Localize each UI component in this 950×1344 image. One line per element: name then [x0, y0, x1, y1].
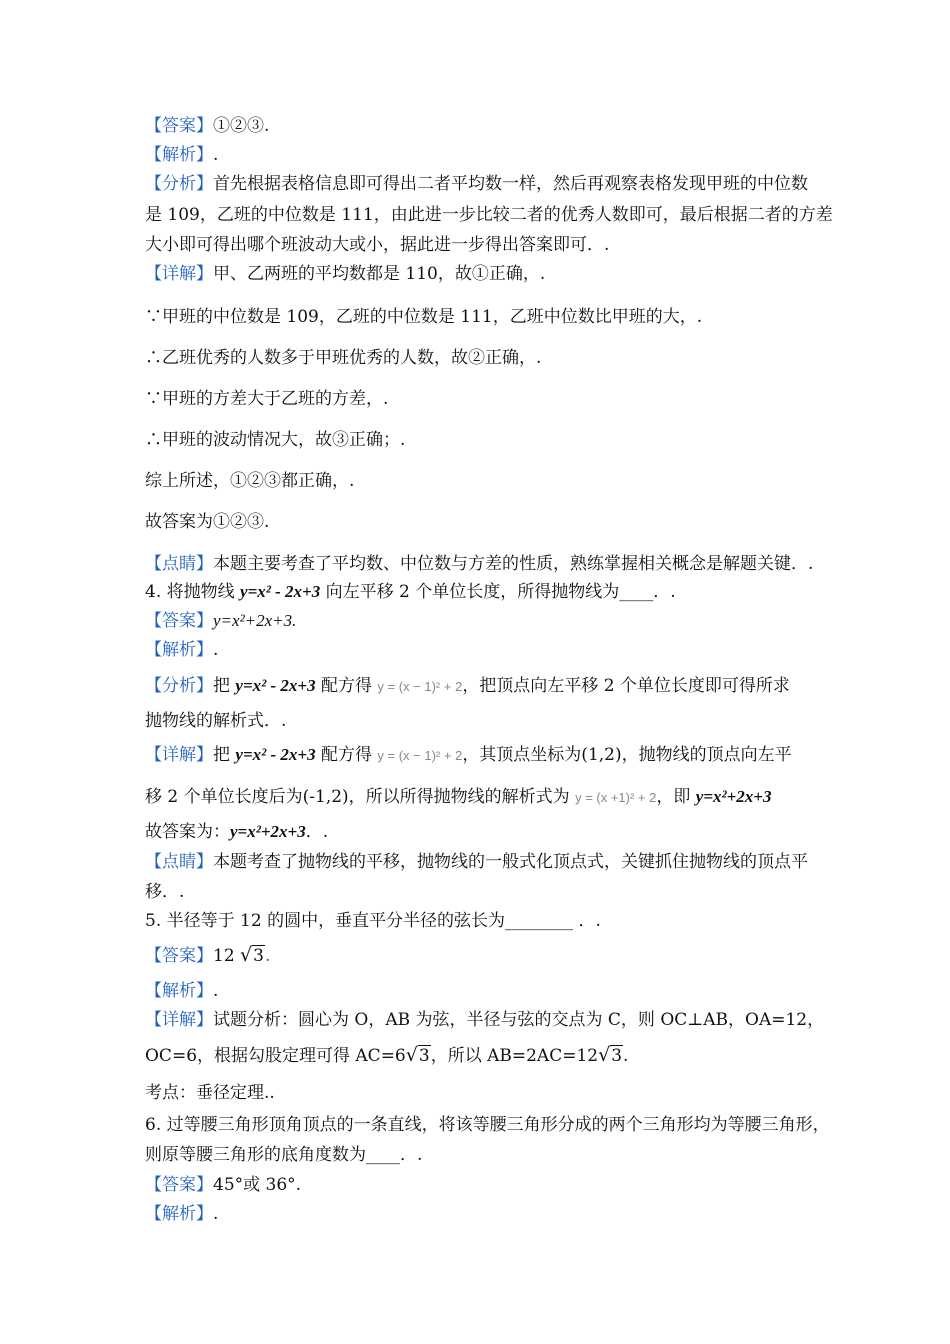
q3-fenxi-line-3: 大小即可得出哪个班波动大或小，据此进一步得出答案即可．. [145, 235, 610, 255]
q4-new-formula: y = (x +1)² + 2 [575, 790, 657, 805]
analysis-tag: 【解析】 [145, 640, 213, 660]
radicand: 3 [253, 946, 264, 966]
q3-fenxi-line-1 [145, 172, 808, 196]
q3-fenxi-line-2: 是 109，乙班的中位数是 111，由此进一步比较二者的优秀人数即可，最后根据二者的方差 [145, 205, 833, 225]
q3-therefore-line-1: ∴乙班优秀的人数多于甲班优秀的人数，故②正确，. [145, 348, 542, 368]
q3-detail-line [145, 262, 545, 286]
q3-analysis-line [145, 143, 218, 167]
comment-tag: 【点睛】 [145, 554, 213, 574]
q5-detail-line-1 [145, 1008, 824, 1032]
q4-comment-line-2: 移．. [145, 882, 185, 902]
q5-answer-num: 12 [213, 946, 235, 966]
comment-tag: 【点睛】 [145, 852, 213, 872]
q4-fenxi-post: ，把顶点向左平移 2 个单位长度即可得所求 [462, 676, 790, 696]
q4-vertex-formula: y = (x − 1)² + 2 [377, 679, 463, 694]
q4-detail-line-1 [145, 743, 792, 768]
q6-analysis-line [145, 1202, 218, 1226]
radical-sign-icon: √ [598, 1044, 611, 1066]
q4-final-post: ．. [305, 822, 329, 842]
q4-detail-pre: 把 [213, 745, 236, 765]
q3-fenxi-text-1: 首先根据表格信息即可得出二者平均数一样，然后再观察表格发现甲班的中位数 [213, 174, 808, 194]
q4-stem-pre: 4. 将抛物线 [145, 582, 241, 602]
q4-comment-line-1 [145, 850, 808, 874]
radical-sign-icon: √ [405, 1044, 418, 1066]
radicand: 3 [418, 1046, 430, 1066]
sqrt-symbol [598, 1043, 623, 1068]
q4-fenxi-pre: 把 [213, 676, 236, 696]
fenxi-tag: 【分析】 [145, 174, 213, 194]
sqrt-symbol [240, 943, 265, 968]
q4-final-pre: 故答案为： [145, 822, 230, 842]
analysis-tag: 【解析】 [145, 145, 213, 165]
q3-summary-line: 综上所述，①②③都正确，. [145, 471, 355, 491]
q5-answer-line [145, 943, 270, 968]
q3-answer-line [145, 114, 269, 138]
q3-therefore-line-2: ∴甲班的波动情况大，故③正确；. [145, 430, 406, 450]
q5-detail-2-mid: ，所以 AB=2AC=12 [430, 1046, 599, 1066]
q5-detail-2-pre: OC=6，根据勾股定理可得 AC=6 [145, 1046, 406, 1066]
q3-answer: ①②③. [213, 116, 270, 136]
q4-detail-2-pre: 移 2 个单位长度后为(-1,2)，所以所得抛物线的解析式为 [145, 787, 576, 807]
q4-fenxi-line-2: 抛物线的解析式．. [145, 711, 287, 731]
q5-kaodian-line: 考点：垂径定理.. [145, 1083, 275, 1103]
q3-detail-text: 甲、乙两班的平均数都是 110，故①正确，. [213, 264, 546, 284]
q5-analysis-line [145, 979, 218, 1003]
analysis-tag: 【解析】 [145, 1204, 213, 1224]
q4-eq-result: y=x²+2x+3 [695, 787, 772, 806]
fenxi-tag: 【分析】 [145, 676, 213, 696]
q6-answer: 45°或 36°. [213, 1175, 302, 1195]
q3-analysis-suffix: . [213, 145, 219, 165]
answer-tag: 【答案】 [145, 1175, 213, 1195]
q3-comment-text: 本题主要考查了平均数、中位数与方差的性质，熟练掌握相关概念是解题关键．. [213, 554, 814, 574]
answer-tag: 【答案】 [145, 611, 213, 631]
q4-analysis-line [145, 638, 218, 662]
q4-fenxi-eq: y=x² - 2x+3 [235, 676, 316, 695]
detail-tag: 【详解】 [145, 264, 213, 284]
sqrt-symbol [406, 1043, 431, 1068]
radicand: 3 [611, 1046, 623, 1066]
q5-stem-line: 5. 半径等于 12 的圆中，垂直平分半径的弦长为________ ．. [145, 911, 601, 931]
q6-answer-line [145, 1173, 301, 1197]
q5-analysis-suffix: . [213, 981, 219, 1001]
q4-detail-2-post: ，即 [656, 787, 696, 807]
q4-fenxi-line-1 [145, 674, 790, 699]
q4-fenxi-mid: 配方得 [315, 676, 378, 696]
q4-detail-eq: y=x² - 2x+3 [235, 745, 316, 764]
q4-comment-text-1: 本题考查了抛物线的平移，抛物线的一般式化顶点式，关键抓住抛物线的顶点平 [213, 852, 808, 872]
q5-answer-suffix: . [264, 946, 271, 966]
q4-detail-mid: 配方得 [315, 745, 378, 765]
detail-tag: 【详解】 [145, 745, 213, 765]
detail-tag: 【详解】 [145, 1010, 213, 1030]
q3-comment-line [145, 552, 813, 576]
q4-analysis-suffix: . [213, 640, 219, 660]
q3-because-line-1: ∵甲班的中位数是 109，乙班的中位数是 111，乙班中位数比甲班的大，. [145, 307, 703, 327]
q4-vertex-formula-2: y = (x − 1)² + 2 [377, 748, 463, 763]
q4-eq-original: y=x² - 2x+3 [240, 582, 321, 601]
answer-tag: 【答案】 [145, 946, 213, 966]
q4-final-line [145, 820, 328, 844]
q5-detail-line-2 [145, 1043, 628, 1068]
q4-stem-line [145, 580, 676, 604]
q4-answer: y=x²+2x+3. [213, 611, 297, 630]
q4-detail-post: ，其顶点坐标为(1,2)，抛物线的顶点向左平 [462, 745, 792, 765]
radical-sign-icon: √ [240, 944, 253, 966]
q6-stem-line-1: 6. 过等腰三角形顶角顶点的一条直线，将该等腰三角形分成的两个三角形均为等腰三角形， [145, 1115, 830, 1135]
q3-final-line: 故答案为①②③. [145, 512, 270, 532]
q6-analysis-suffix: . [213, 1204, 219, 1224]
answer-tag: 【答案】 [145, 116, 213, 136]
q5-detail-2-post: . [623, 1046, 629, 1066]
q4-stem-post: 向左平移 2 个单位长度，所得抛物线为____．. [320, 582, 676, 602]
q4-final-eq: y=x²+2x+3 [230, 822, 306, 841]
analysis-tag: 【解析】 [145, 981, 213, 1001]
q3-because-line-2: ∵甲班的方差大于乙班的方差，. [145, 389, 389, 409]
q5-detail-text-1: 试题分析：圆心为 O，AB 为弦，半径与弦的交点为 C，则 OC⊥AB，OA=12， [213, 1010, 825, 1030]
q4-answer-line [145, 609, 296, 633]
q6-stem-line-2: 则原等腰三角形的底角度数为____．. [145, 1145, 423, 1165]
q4-detail-line-2 [145, 785, 771, 810]
